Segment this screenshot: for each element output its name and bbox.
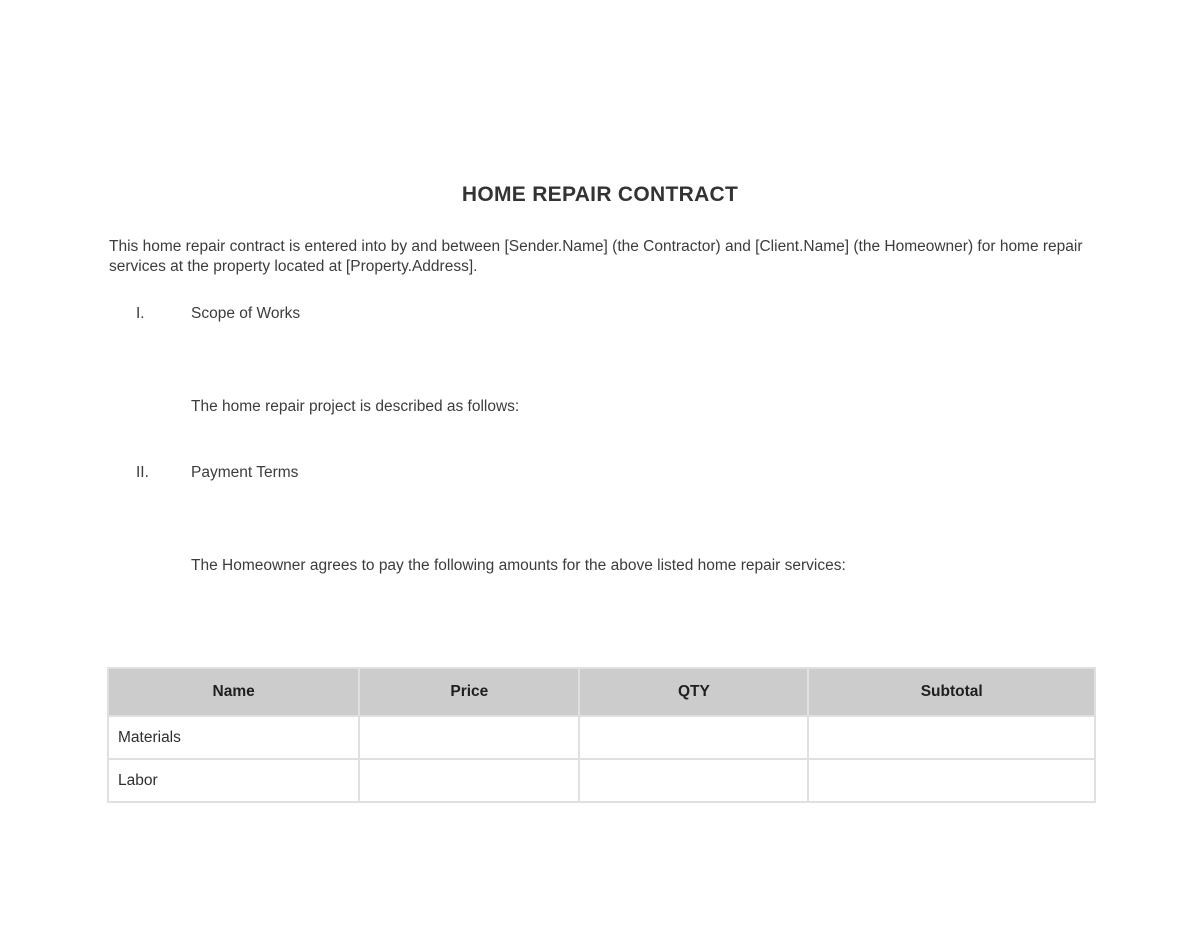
- header-price: Price: [359, 668, 579, 716]
- table-row: [108, 716, 1095, 759]
- header-name: Name: [108, 668, 359, 716]
- section-title-payment-terms: Payment Terms: [191, 464, 299, 481]
- cost-table: [107, 667, 1096, 803]
- cell-name: Labor: [108, 759, 359, 802]
- cell-qty: [579, 759, 808, 802]
- table-header-row: [108, 668, 1095, 716]
- document-title: HOME REPAIR CONTRACT: [461, 183, 739, 206]
- section-number-2: II.: [136, 464, 149, 481]
- cell-name: Materials: [108, 716, 359, 759]
- payment-terms-paragraph: The Homeowner agrees to pay the following amounts for the above listed home repair services:: [191, 557, 846, 574]
- cell-subtotal: [808, 716, 1095, 759]
- header-subtotal: Subtotal: [808, 668, 1095, 716]
- intro-paragraph: This home repair contract is entered into by and between [Sender.Name] (the Contractor) and [Client.Name] (the Homeowner) for home repair services at the property located at [Property.Address].: [109, 238, 1083, 275]
- table-row: [108, 759, 1095, 802]
- cell-price: [359, 716, 579, 759]
- cell-subtotal: [808, 759, 1095, 802]
- section-title-scope-of-works: Scope of Works: [191, 305, 301, 322]
- scope-description-paragraph: The home repair project is described as follows:: [191, 398, 520, 415]
- header-qty: QTY: [579, 668, 808, 716]
- section-number-1: I.: [136, 305, 145, 322]
- cell-qty: [579, 716, 808, 759]
- cell-price: [359, 759, 579, 802]
